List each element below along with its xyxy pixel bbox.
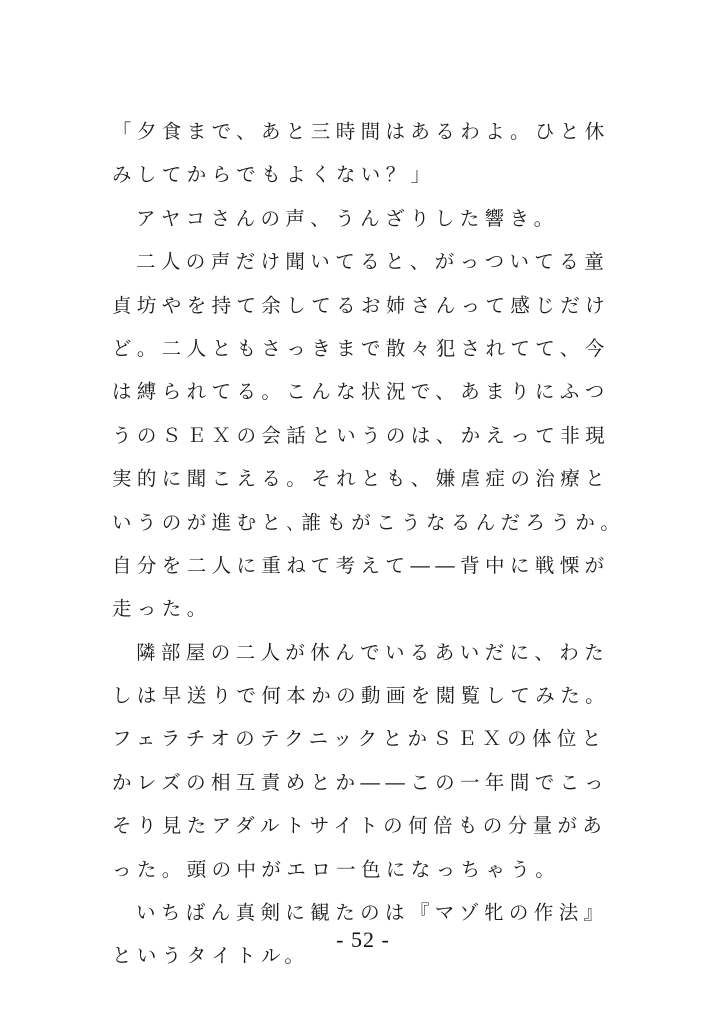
text-line: そり見たアダルトサイトの何倍もの分量があ: [112, 814, 608, 838]
text-line: 「夕食まで、あと三時間はあるわよ。ひと休: [112, 120, 610, 143]
text-line: というタイトル。: [112, 944, 310, 968]
text-line: アヤコさんの声、うんざりした響き。: [136, 206, 559, 230]
text-line: った。頭の中がエロ一色になっちゃう。: [112, 857, 561, 881]
body-text: [112, 110, 626, 978]
text-line: 二人の声だけ聞いてると、がっついてる童: [136, 250, 610, 274]
text-line: 実的に聞こえる。それとも、嫌虐症の治療と: [112, 467, 611, 491]
text-line: 隣部屋の二人が休んでいるあいだに、わた: [136, 640, 610, 664]
text-line: いちばん真剣に観たのは『マゾ牝の作法』: [136, 901, 609, 925]
text-line: みしてからでもよくない？」: [112, 163, 436, 187]
text-line: 自分を二人に重ねて考えて――背中に戦慄が: [112, 553, 610, 577]
text-line: ど。二人ともさっきまで散々犯されてて、今: [112, 336, 610, 360]
text-line: しは早送りで何本かの動画を閲覧してみた。: [112, 684, 611, 708]
text-line: うのＳＥＸの会話というのは、かえって非現: [112, 423, 611, 447]
text-line: は縛られてる。こんな状況で、あまりにふつ: [112, 380, 610, 404]
text-line: いうのが進むと､誰もがこうなるんだろうか。: [112, 510, 626, 534]
text-line: かレズの相互責めとか――この一年間でこっ: [112, 770, 610, 794]
page-number: - 52 -: [336, 927, 390, 952]
text-line: 走った。: [112, 597, 212, 621]
text-line: フェラチオのテクニックとかＳＥＸの体位と: [112, 727, 607, 751]
text-line: 貞坊やを持て余してるお姉さんって感じだけ: [112, 293, 611, 317]
